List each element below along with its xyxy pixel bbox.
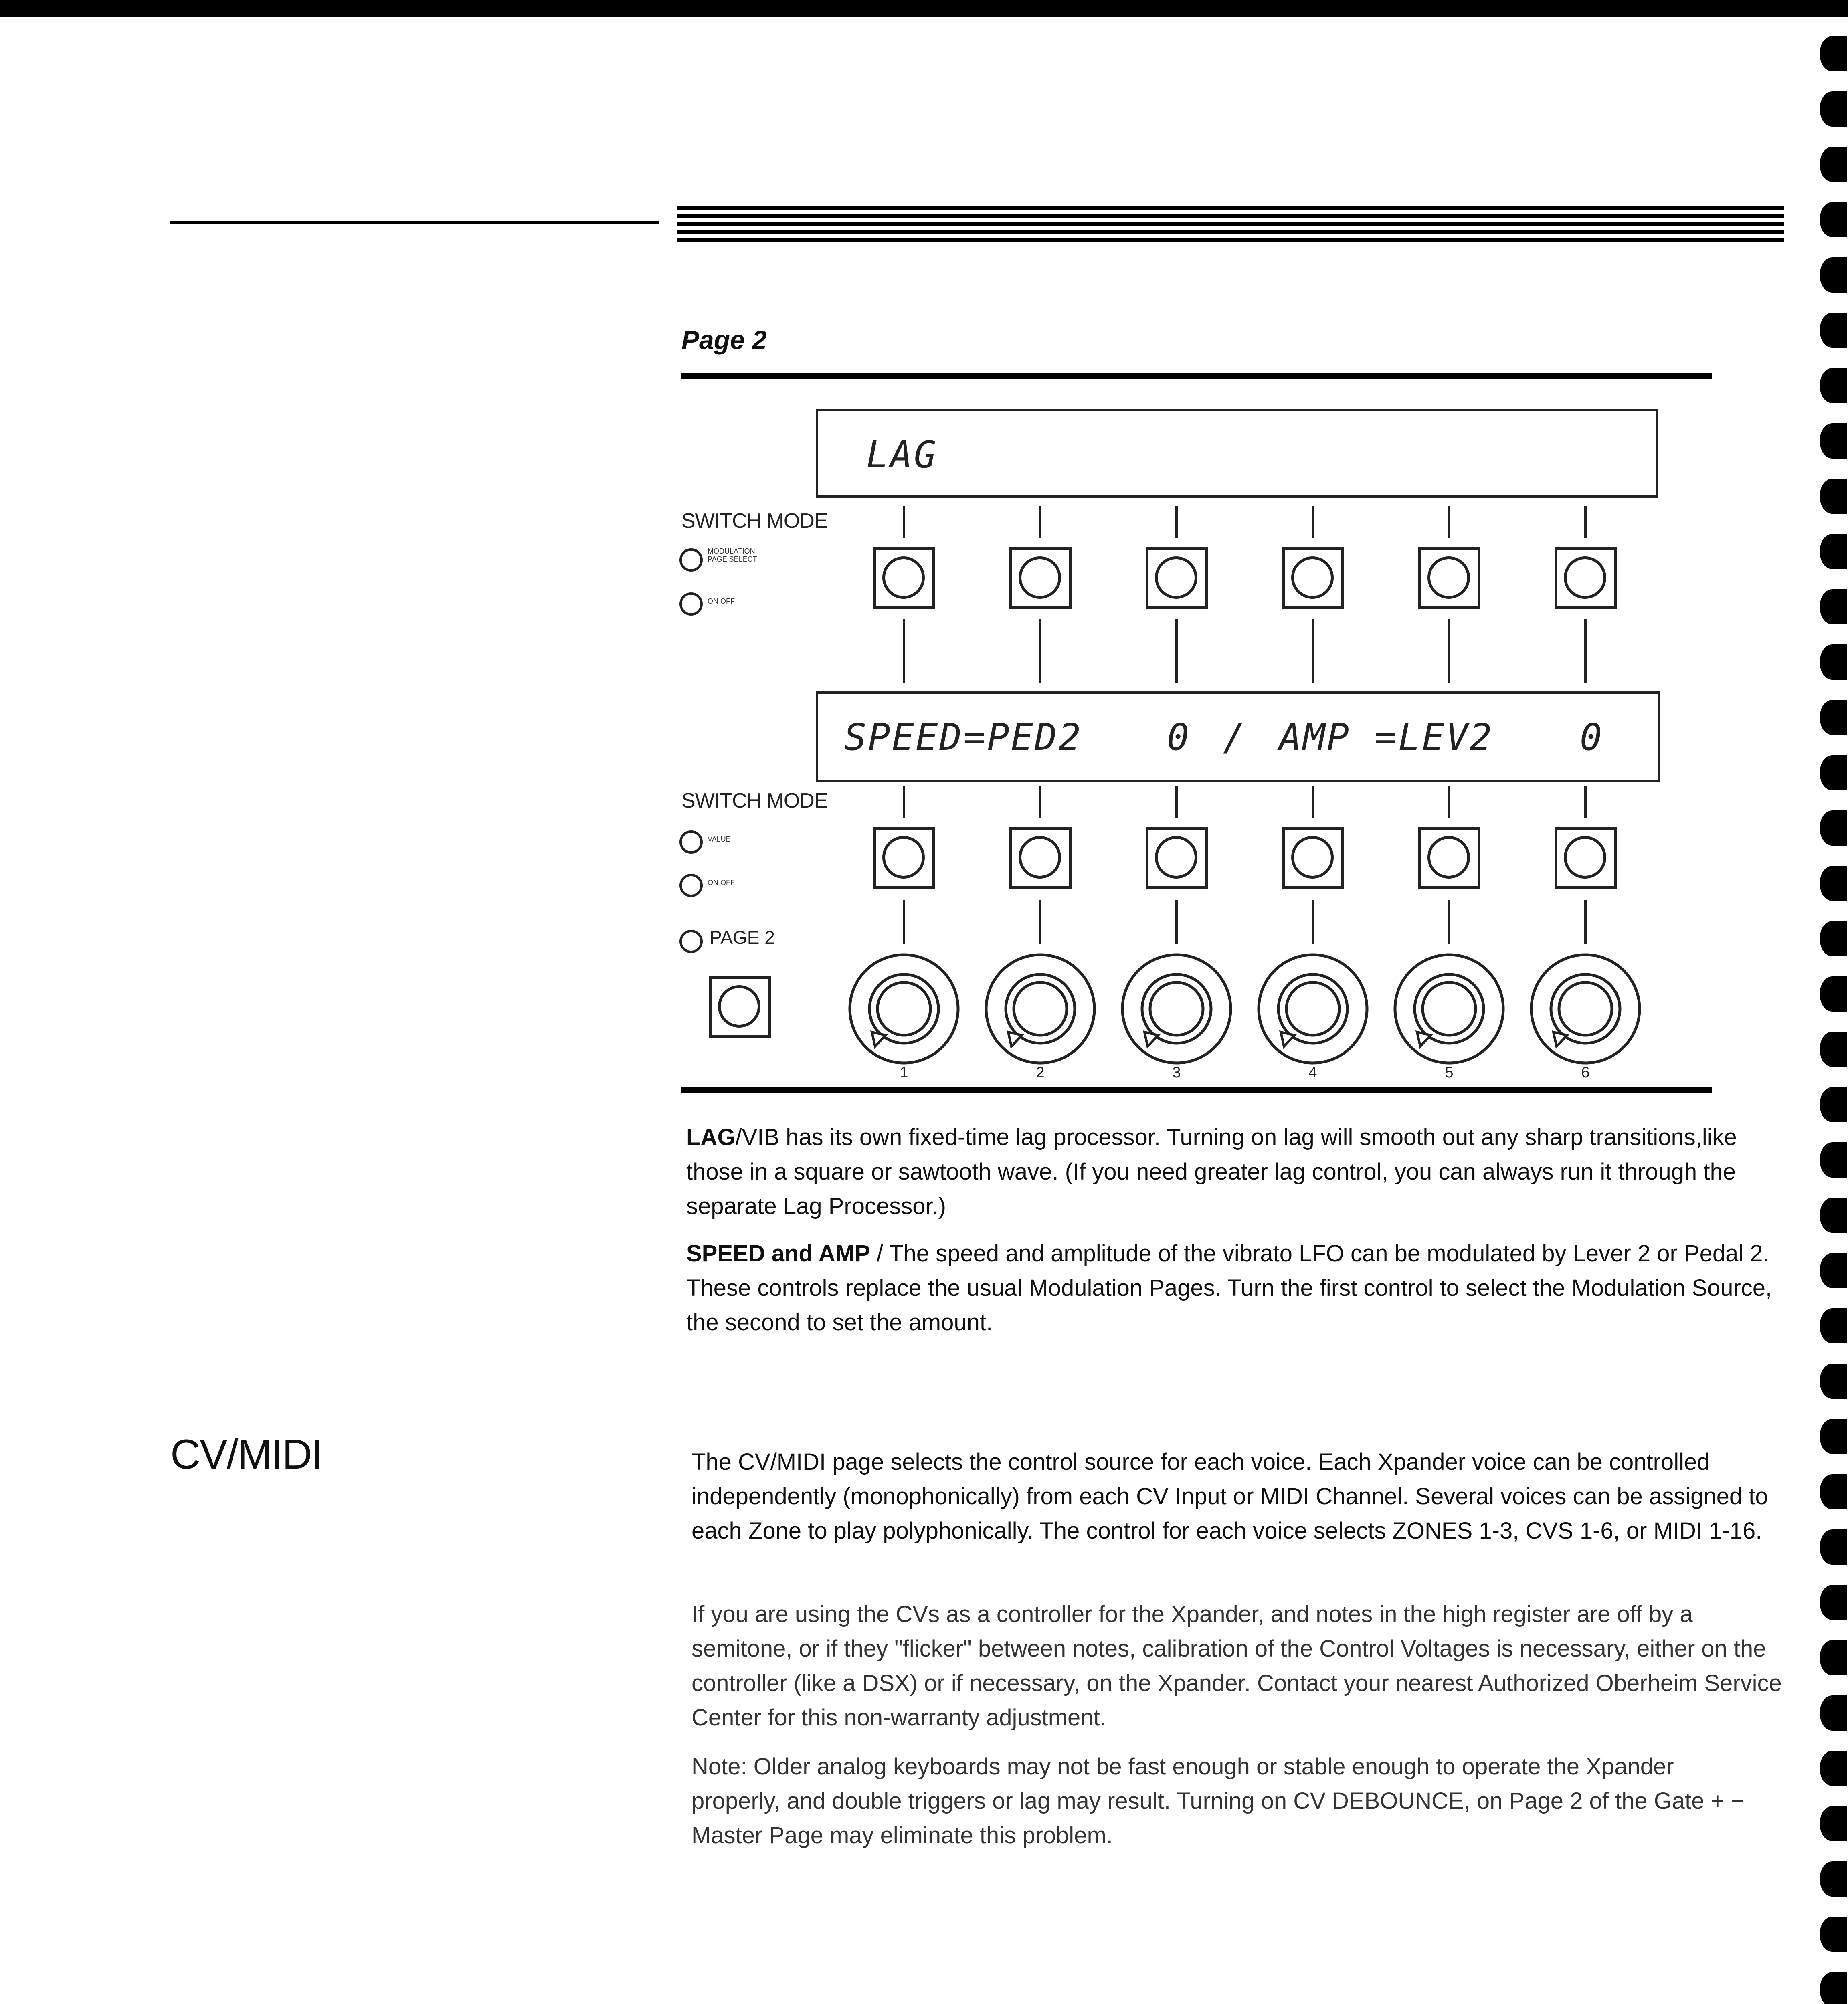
switch-connector-mid-5: [1448, 619, 1450, 683]
cv-midi-paragraph-1: The CV/MIDI page selects the control source for each voice. Each Xpander voice can be controlled independently (monophonically) from each CV Input or MIDI Channel. Several voices can be assigned to each Zone to play polyphonically. The control for each voice selects ZONES 1-3, CVS 1-6, or MIDI 1-16.: [691, 1449, 1768, 1544]
switch-button-bottom-1[interactable]: [873, 827, 935, 889]
switch-connector-mid-4: [1312, 619, 1314, 683]
switch-button-top-6[interactable]: [1555, 547, 1617, 609]
knob-connector-5: [1448, 900, 1450, 944]
term-speed-amp: SPEED and AMP: [686, 1240, 870, 1267]
switch-button-top-2[interactable]: [1009, 547, 1072, 609]
switch-connector-bottom-2: [1039, 786, 1041, 818]
knob-1[interactable]: [847, 952, 961, 1066]
spiral-binding-holes: [1808, 24, 1848, 2004]
lcd-display-bottom: [816, 691, 1660, 782]
switch-button-top-5[interactable]: [1418, 547, 1480, 609]
cv-midi-paragraph-3: Note: Older analog keyboards may not be fast enough or stable enough to operate the Xpander properly, and double triggers or lag may result. Turning on CV DEBOUNCE, on Page 2 of the Gate + − Master Page may eliminate this problem.: [691, 1754, 1745, 1848]
lcd-speed-value: 0: [1167, 716, 1191, 759]
knob-5[interactable]: [1392, 952, 1506, 1066]
switch-connector-top-6: [1584, 506, 1587, 538]
switch-connector-mid-2: [1039, 619, 1041, 683]
knob-number-2: 2: [1036, 1064, 1045, 1081]
term-lag: LAG: [686, 1124, 736, 1150]
knob-connector-2: [1039, 900, 1041, 944]
switch-button-top-3[interactable]: [1146, 547, 1208, 609]
knob-number-5: 5: [1445, 1064, 1454, 1081]
lcd-speed-text: SPEED=PED2: [844, 716, 1082, 759]
header-rule-ruled: [677, 206, 1784, 248]
knob-connector-3: [1175, 900, 1178, 944]
knob-number-1: 1: [900, 1064, 908, 1081]
switch-button-bottom-4[interactable]: [1282, 827, 1344, 889]
switch-connector-top-3: [1175, 506, 1178, 538]
switch-button-bottom-2[interactable]: [1009, 827, 1072, 889]
knob-number-4: 4: [1308, 1064, 1317, 1081]
knob-3[interactable]: [1120, 952, 1233, 1066]
switch-button-top-4[interactable]: [1282, 547, 1344, 609]
led-label-value: VALUE: [708, 835, 731, 843]
switch-connector-bottom-6: [1584, 786, 1587, 818]
lcd-separator: /: [1223, 716, 1247, 759]
scan-top-border: [0, 0, 1848, 17]
switch-connector-bottom-5: [1448, 786, 1450, 818]
paragraph-lag: [686, 1120, 1793, 1224]
switch-button-bottom-5[interactable]: [1418, 827, 1480, 889]
knob-connector-6: [1584, 900, 1587, 944]
paragraph-speed-amp-text: / The speed and amplitude of the vibrato LFO can be modulated by Lever 2 or Pedal 2. These controls replace the usual Modulation Pages. Turn the first control to select the Modulation Source, the second to set the amount.: [686, 1240, 1772, 1335]
diagram-top-rule: [681, 373, 1712, 379]
led-on-off-2: [679, 874, 703, 897]
switch-connector-top-4: [1312, 506, 1314, 538]
switch-connector-mid-6: [1584, 619, 1587, 683]
switch-connector-bottom-1: [903, 786, 905, 818]
lcd-amp-text: AMP =LEV2: [1279, 716, 1494, 759]
led-page-2: [679, 930, 703, 953]
knob-6[interactable]: [1529, 952, 1642, 1066]
knob-connector-4: [1312, 900, 1314, 944]
switch-button-bottom-3[interactable]: [1146, 827, 1208, 889]
switch-button-bottom-6[interactable]: [1555, 827, 1617, 889]
header-rule-left: [170, 221, 659, 224]
paragraph-speed-amp: [686, 1236, 1793, 1340]
led-modulation-page-select: [679, 548, 703, 572]
knob-number-3: 3: [1172, 1064, 1181, 1081]
switch-connector-mid-1: [903, 619, 905, 683]
switch-mode-label-1: SWITCH MODE: [681, 509, 828, 533]
knob-number-6: 6: [1581, 1064, 1590, 1081]
switch-connector-top-1: [903, 506, 905, 538]
section-heading-cv-midi: CV/MIDI: [170, 1431, 322, 1478]
knob-connector-1: [903, 900, 905, 944]
switch-connector-top-5: [1448, 506, 1450, 538]
knob-4[interactable]: [1256, 952, 1370, 1066]
diagram-bottom-rule: [681, 1087, 1712, 1093]
lcd-amp-value: 0: [1580, 716, 1604, 759]
switch-connector-mid-3: [1175, 619, 1178, 683]
switch-connector-bottom-3: [1175, 786, 1178, 818]
page-2-button[interactable]: [709, 976, 771, 1038]
paragraph-lag-text: /VIB has its own fixed-time lag processor. Turning on lag will smooth out any sharp transitions,like those in a square or sawtooth wave. (If you need greater lag control, you can always run it through the separate Lag Processor.): [686, 1124, 1737, 1219]
page-heading: Page 2: [681, 325, 767, 355]
switch-button-top-1[interactable]: [873, 547, 935, 609]
switch-connector-bottom-4: [1312, 786, 1314, 818]
cv-midi-paragraph-2: If you are using the CVs as a controller for the Xpander, and notes in the high register are off by a semitone, or if they "flicker" between notes, calibration of the Control Voltages is necessary, either on the controller (like a DSX) or if necessary, on the Xpander. Contact your nearest Authorized Oberheim Service Center for this non-warranty adjustment.: [691, 1601, 1782, 1731]
switch-connector-top-2: [1039, 506, 1041, 538]
led-label-modulation-page-select: MODULATION PAGE SELECT: [708, 547, 757, 563]
led-label-on-off-2: ON OFF: [708, 879, 735, 887]
lcd-top-text: LAG: [866, 433, 938, 476]
led-value: [679, 830, 703, 854]
led-label-on-off-1: ON OFF: [708, 597, 735, 605]
knob-2[interactable]: [983, 952, 1097, 1066]
lcd-display-top: [816, 409, 1658, 498]
page-2-label: PAGE 2: [710, 927, 775, 948]
switch-mode-label-2: SWITCH MODE: [681, 789, 828, 812]
led-on-off-1: [679, 592, 703, 616]
